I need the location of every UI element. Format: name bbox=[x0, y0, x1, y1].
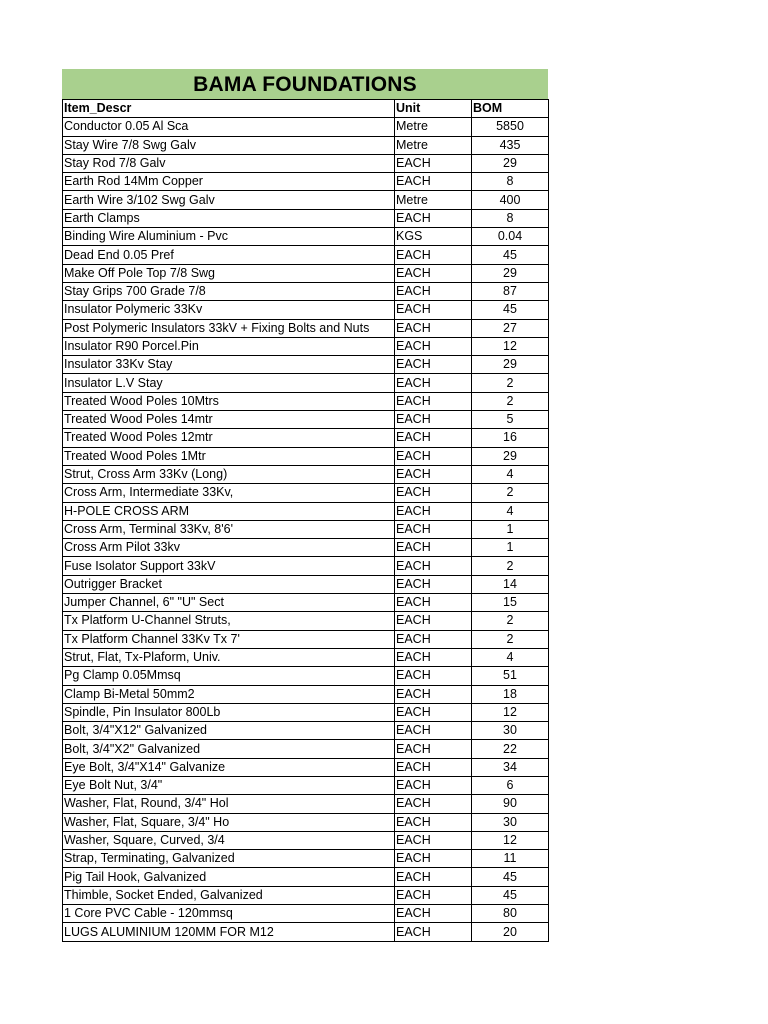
cell-bom[interactable]: 435 bbox=[472, 136, 549, 154]
cell-bom[interactable]: 5 bbox=[472, 411, 549, 429]
cell-bom[interactable]: 8 bbox=[472, 173, 549, 191]
cell-unit[interactable]: EACH bbox=[395, 429, 472, 447]
table-row bbox=[63, 301, 549, 319]
table-row bbox=[63, 484, 549, 502]
cell-item-descr[interactable]: Insulator Polymeric 33Kv bbox=[63, 301, 395, 319]
cell-bom[interactable]: 5850 bbox=[472, 118, 549, 136]
cell-item-descr[interactable]: Cross Arm Pilot 33kv bbox=[63, 539, 395, 557]
table-row bbox=[63, 923, 549, 941]
table-row bbox=[63, 264, 549, 282]
cell-bom[interactable]: 29 bbox=[472, 264, 549, 282]
cell-bom[interactable]: 14 bbox=[472, 575, 549, 593]
cell-item-descr[interactable]: Washer, Flat, Square, 3/4" Ho bbox=[63, 813, 395, 831]
cell-item-descr[interactable]: Insulator R90 Porcel.Pin bbox=[63, 337, 395, 355]
cell-unit[interactable]: EACH bbox=[395, 776, 472, 794]
cell-bom[interactable]: 4 bbox=[472, 648, 549, 666]
table-row bbox=[63, 411, 549, 429]
cell-item-descr[interactable]: Outrigger Bracket bbox=[63, 575, 395, 593]
table-row bbox=[63, 191, 549, 209]
cell-bom[interactable]: 12 bbox=[472, 703, 549, 721]
cell-bom[interactable]: 2 bbox=[472, 612, 549, 630]
cell-item-descr[interactable]: Earth Rod 14Mm Copper bbox=[63, 173, 395, 191]
cell-bom[interactable]: 15 bbox=[472, 594, 549, 612]
cell-unit[interactable]: EACH bbox=[395, 502, 472, 520]
cell-bom[interactable]: 22 bbox=[472, 740, 549, 758]
cell-unit[interactable]: EACH bbox=[395, 831, 472, 849]
cell-item-descr[interactable]: Post Polymeric Insulators 33kV + Fixing Bolts and Nuts bbox=[63, 319, 395, 337]
cell-item-descr[interactable]: 1 Core PVC Cable - 120mmsq bbox=[63, 905, 395, 923]
table-row bbox=[63, 447, 549, 465]
cell-item-descr[interactable]: Eye Bolt, 3/4"X14" Galvanize bbox=[63, 758, 395, 776]
cell-unit[interactable]: EACH bbox=[395, 594, 472, 612]
cell-item-descr[interactable]: Tx Platform U-Channel Struts, bbox=[63, 612, 395, 630]
cell-item-descr[interactable]: Treated Wood Poles 1Mtr bbox=[63, 447, 395, 465]
cell-bom[interactable]: 29 bbox=[472, 154, 549, 172]
cell-bom[interactable]: 30 bbox=[472, 722, 549, 740]
cell-bom[interactable]: 2 bbox=[472, 630, 549, 648]
table-row bbox=[63, 173, 549, 191]
cell-unit[interactable]: EACH bbox=[395, 465, 472, 483]
table-row bbox=[63, 886, 549, 904]
table-row bbox=[63, 374, 549, 392]
cell-item-descr[interactable]: Cross Arm, Terminal 33Kv, 8'6' bbox=[63, 520, 395, 538]
table-row bbox=[63, 356, 549, 374]
cell-item-descr[interactable]: LUGS ALUMINIUM 120MM FOR M12 bbox=[63, 923, 395, 941]
cell-bom[interactable]: 80 bbox=[472, 905, 549, 923]
cell-bom[interactable]: 11 bbox=[472, 850, 549, 868]
cell-unit[interactable]: EACH bbox=[395, 411, 472, 429]
cell-item-descr[interactable]: Insulator L.V Stay bbox=[63, 374, 395, 392]
cell-unit[interactable]: EACH bbox=[395, 612, 472, 630]
cell-item-descr[interactable]: Clamp Bi-Metal 50mm2 bbox=[63, 685, 395, 703]
cell-bom[interactable]: 45 bbox=[472, 886, 549, 904]
cell-unit[interactable]: EACH bbox=[395, 648, 472, 666]
table-row bbox=[63, 722, 549, 740]
cell-item-descr[interactable]: Eye Bolt Nut, 3/4" bbox=[63, 776, 395, 794]
cell-unit[interactable]: EACH bbox=[395, 319, 472, 337]
table-row bbox=[63, 136, 549, 154]
cell-bom[interactable]: 29 bbox=[472, 447, 549, 465]
cell-bom[interactable]: 45 bbox=[472, 868, 549, 886]
cell-bom[interactable]: 0.04 bbox=[472, 228, 549, 246]
cell-bom[interactable]: 27 bbox=[472, 319, 549, 337]
cell-item-descr[interactable]: Strut, Cross Arm 33Kv (Long) bbox=[63, 465, 395, 483]
table-row bbox=[63, 776, 549, 794]
cell-bom[interactable]: 8 bbox=[472, 209, 549, 227]
table-row bbox=[63, 868, 549, 886]
table-row bbox=[63, 557, 549, 575]
cell-unit[interactable]: EACH bbox=[395, 557, 472, 575]
cell-unit[interactable]: EACH bbox=[395, 850, 472, 868]
cell-unit[interactable]: EACH bbox=[395, 392, 472, 410]
table-header-row bbox=[63, 100, 549, 118]
table-row bbox=[63, 228, 549, 246]
cell-item-descr[interactable]: Bolt, 3/4"X2" Galvanized bbox=[63, 740, 395, 758]
cell-unit[interactable]: EACH bbox=[395, 264, 472, 282]
bom-table bbox=[62, 99, 549, 942]
column-header-unit[interactable]: Unit bbox=[395, 100, 472, 118]
cell-bom[interactable]: 29 bbox=[472, 356, 549, 374]
cell-bom[interactable]: 51 bbox=[472, 667, 549, 685]
cell-unit[interactable]: EACH bbox=[395, 740, 472, 758]
table-row bbox=[63, 465, 549, 483]
cell-unit[interactable]: EACH bbox=[395, 905, 472, 923]
cell-unit[interactable]: EACH bbox=[395, 758, 472, 776]
cell-unit[interactable]: EACH bbox=[395, 447, 472, 465]
cell-unit[interactable]: Metre bbox=[395, 118, 472, 136]
cell-item-descr[interactable]: Earth Wire 3/102 Swg Galv bbox=[63, 191, 395, 209]
cell-item-descr[interactable]: Tx Platform Channel 33Kv Tx 7' bbox=[63, 630, 395, 648]
cell-bom[interactable]: 6 bbox=[472, 776, 549, 794]
table-row bbox=[63, 502, 549, 520]
cell-item-descr[interactable]: Treated Wood Poles 12mtr bbox=[63, 429, 395, 447]
cell-item-descr[interactable]: Stay Wire 7/8 Swg Galv bbox=[63, 136, 395, 154]
table-row bbox=[63, 685, 549, 703]
cell-bom[interactable]: 16 bbox=[472, 429, 549, 447]
cell-unit[interactable]: EACH bbox=[395, 374, 472, 392]
cell-bom[interactable]: 2 bbox=[472, 484, 549, 502]
cell-unit[interactable]: EACH bbox=[395, 173, 472, 191]
cell-unit[interactable]: EACH bbox=[395, 539, 472, 557]
cell-unit[interactable]: EACH bbox=[395, 356, 472, 374]
cell-bom[interactable]: 45 bbox=[472, 246, 549, 264]
table-row bbox=[63, 392, 549, 410]
table-row bbox=[63, 246, 549, 264]
cell-item-descr[interactable]: Spindle, Pin Insulator 800Lb bbox=[63, 703, 395, 721]
cell-unit[interactable]: EACH bbox=[395, 282, 472, 300]
cell-item-descr[interactable]: Dead End 0.05 Pref bbox=[63, 246, 395, 264]
cell-bom[interactable]: 45 bbox=[472, 301, 549, 319]
cell-item-descr[interactable]: Insulator 33Kv Stay bbox=[63, 356, 395, 374]
cell-unit[interactable]: EACH bbox=[395, 703, 472, 721]
cell-unit[interactable]: Metre bbox=[395, 136, 472, 154]
cell-unit[interactable]: EACH bbox=[395, 484, 472, 502]
table-row bbox=[63, 831, 549, 849]
table-row bbox=[63, 319, 549, 337]
cell-bom[interactable]: 2 bbox=[472, 392, 549, 410]
table-row bbox=[63, 648, 549, 666]
cell-bom[interactable]: 4 bbox=[472, 465, 549, 483]
table-row bbox=[63, 209, 549, 227]
cell-item-descr[interactable]: Treated Wood Poles 14mtr bbox=[63, 411, 395, 429]
cell-bom[interactable]: 90 bbox=[472, 795, 549, 813]
cell-item-descr[interactable]: Earth Clamps bbox=[63, 209, 395, 227]
cell-item-descr[interactable]: Cross Arm, Intermediate 33Kv, bbox=[63, 484, 395, 502]
table-row bbox=[63, 795, 549, 813]
cell-item-descr[interactable]: Pig Tail Hook, Galvanized bbox=[63, 868, 395, 886]
cell-unit[interactable]: EACH bbox=[395, 154, 472, 172]
column-header-bom[interactable]: BOM bbox=[472, 100, 549, 118]
cell-unit[interactable]: EACH bbox=[395, 520, 472, 538]
cell-bom[interactable]: 4 bbox=[472, 502, 549, 520]
table-row bbox=[63, 118, 549, 136]
cell-bom[interactable]: 30 bbox=[472, 813, 549, 831]
cell-item-descr[interactable]: Pg Clamp 0.05Mmsq bbox=[63, 667, 395, 685]
cell-item-descr[interactable]: Stay Rod 7/8 Galv bbox=[63, 154, 395, 172]
cell-item-descr[interactable]: Stay Grips 700 Grade 7/8 bbox=[63, 282, 395, 300]
cell-unit[interactable]: EACH bbox=[395, 685, 472, 703]
cell-bom[interactable]: 400 bbox=[472, 191, 549, 209]
cell-unit[interactable]: EACH bbox=[395, 886, 472, 904]
cell-unit[interactable]: EACH bbox=[395, 868, 472, 886]
cell-item-descr[interactable]: H-POLE CROSS ARM bbox=[63, 502, 395, 520]
cell-item-descr[interactable]: Washer, Flat, Round, 3/4" Hol bbox=[63, 795, 395, 813]
cell-unit[interactable]: EACH bbox=[395, 630, 472, 648]
cell-bom[interactable]: 12 bbox=[472, 337, 549, 355]
column-header-item[interactable]: Item_Descr bbox=[63, 100, 395, 118]
table-row bbox=[63, 612, 549, 630]
table-row bbox=[63, 905, 549, 923]
table-row bbox=[63, 667, 549, 685]
table-row bbox=[63, 520, 549, 538]
cell-unit[interactable]: EACH bbox=[395, 667, 472, 685]
table-row bbox=[63, 630, 549, 648]
cell-unit[interactable]: EACH bbox=[395, 923, 472, 941]
table-row bbox=[63, 740, 549, 758]
table-row bbox=[63, 429, 549, 447]
cell-bom[interactable]: 2 bbox=[472, 374, 549, 392]
cell-unit[interactable]: EACH bbox=[395, 575, 472, 593]
table-row bbox=[63, 594, 549, 612]
table-row bbox=[63, 337, 549, 355]
cell-bom[interactable]: 12 bbox=[472, 831, 549, 849]
table-row bbox=[63, 575, 549, 593]
table-row bbox=[63, 850, 549, 868]
table-row bbox=[63, 282, 549, 300]
table-row bbox=[63, 758, 549, 776]
cell-item-descr[interactable]: Thimble, Socket Ended, Galvanized bbox=[63, 886, 395, 904]
cell-bom[interactable]: 20 bbox=[472, 923, 549, 941]
cell-bom[interactable]: 1 bbox=[472, 539, 549, 557]
cell-item-descr[interactable]: Strut, Flat, Tx-Plaform, Univ. bbox=[63, 648, 395, 666]
cell-unit[interactable]: EACH bbox=[395, 209, 472, 227]
cell-bom[interactable]: 34 bbox=[472, 758, 549, 776]
cell-item-descr[interactable]: Conductor 0.05 Al Sca bbox=[63, 118, 395, 136]
cell-bom[interactable]: 1 bbox=[472, 520, 549, 538]
cell-unit[interactable]: EACH bbox=[395, 722, 472, 740]
cell-item-descr[interactable]: Bolt, 3/4"X12" Galvanized bbox=[63, 722, 395, 740]
cell-unit[interactable]: EACH bbox=[395, 813, 472, 831]
cell-item-descr[interactable]: Treated Wood Poles 10Mtrs bbox=[63, 392, 395, 410]
cell-item-descr[interactable]: Fuse Isolator Support 33kV bbox=[63, 557, 395, 575]
cell-unit[interactable]: EACH bbox=[395, 795, 472, 813]
table-row bbox=[63, 154, 549, 172]
sheet-title: BAMA FOUNDATIONS bbox=[62, 69, 548, 99]
cell-item-descr[interactable]: Washer, Square, Curved, 3/4 bbox=[63, 831, 395, 849]
table-row bbox=[63, 703, 549, 721]
spreadsheet bbox=[62, 69, 548, 942]
cell-unit[interactable]: EACH bbox=[395, 337, 472, 355]
cell-item-descr[interactable]: Binding Wire Aluminium - Pvc bbox=[63, 228, 395, 246]
cell-bom[interactable]: 87 bbox=[472, 282, 549, 300]
cell-bom[interactable]: 2 bbox=[472, 557, 549, 575]
cell-unit[interactable]: KGS bbox=[395, 228, 472, 246]
cell-unit[interactable]: Metre bbox=[395, 191, 472, 209]
cell-unit[interactable]: EACH bbox=[395, 301, 472, 319]
cell-item-descr[interactable]: Make Off Pole Top 7/8 Swg bbox=[63, 264, 395, 282]
cell-unit[interactable]: EACH bbox=[395, 246, 472, 264]
cell-item-descr[interactable]: Strap, Terminating, Galvanized bbox=[63, 850, 395, 868]
table-row bbox=[63, 539, 549, 557]
cell-bom[interactable]: 18 bbox=[472, 685, 549, 703]
cell-item-descr[interactable]: Jumper Channel, 6" "U" Sect bbox=[63, 594, 395, 612]
table-row bbox=[63, 813, 549, 831]
